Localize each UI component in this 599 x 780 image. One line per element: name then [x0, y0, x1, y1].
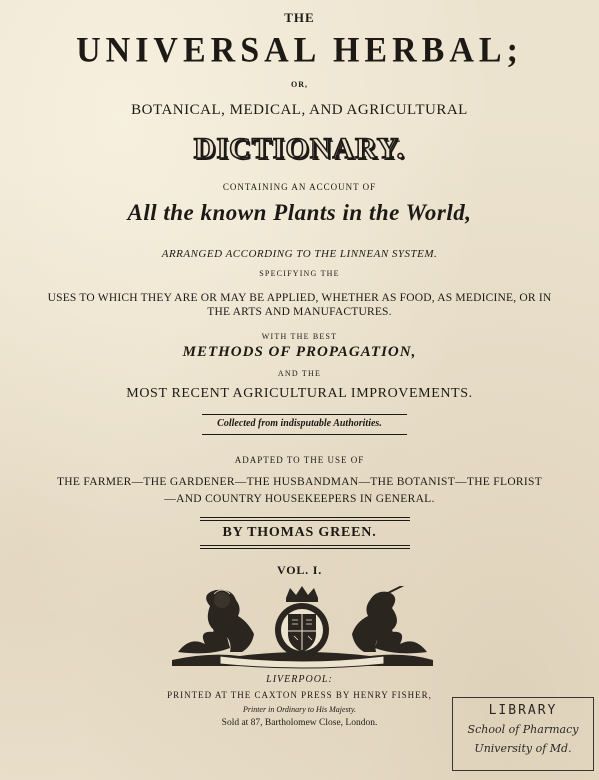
containing-line: CONTAINING AN ACCOUNT OF: [222, 182, 377, 192]
city-line: LIVERPOOL:: [266, 674, 333, 685]
main-title: UNIVERSAL HERBAL;: [76, 31, 523, 70]
recent-improvements-line: MOST RECENT AGRICULTURAL IMPROVEMENTS.: [126, 386, 473, 401]
collected-line: Collected from indisputable Authorities.: [217, 418, 382, 429]
rule-bottom-collected: [202, 434, 407, 435]
and-the-line: AND THE: [277, 369, 322, 378]
uses-line-1: USES TO WHICH THEY ARE OR MAY BE APPLIED, WHETHER AS FOOD, AS MEDICINE, OR IN: [47, 292, 552, 304]
volume-label: VOL. I.: [276, 563, 323, 577]
or-connector: OR,: [291, 80, 308, 89]
stamp-university: University of Md.: [474, 742, 572, 755]
adapted-line: ADAPTED TO THE USE OF: [234, 455, 365, 465]
rule-author-top-2: [200, 520, 410, 521]
methods-heading: METHODS OF PROPAGATION,: [182, 344, 417, 360]
specifying-line: SPECIFYING THE: [259, 269, 340, 278]
rule-author-top-1: [200, 517, 410, 518]
library-stamp: [452, 697, 594, 771]
rule-top-collected: [202, 414, 407, 415]
with-best-line: WITH THE BEST: [261, 332, 338, 341]
royal-coat-of-arms-icon: [170, 586, 435, 670]
audience-line-1: THE FARMER—THE GARDENER—THE HUSBANDMAN—THE BOTANIST—THE FLORIST: [56, 476, 543, 488]
author-line: BY THOMAS GREEN.: [222, 525, 377, 540]
sold-at-line: Sold at 87, Bartholomew Close, London.: [221, 718, 378, 728]
dictionary-heading: DICTIONARY.: [193, 132, 406, 165]
audience-line-2: —AND COUNTRY HOUSEKEEPERS IN GENERAL.: [164, 493, 435, 505]
stamp-library: LIBRARY: [488, 703, 558, 718]
stamp-school: School of Pharmacy: [467, 723, 579, 736]
rule-author-bottom-2: [200, 548, 410, 549]
uses-line-2: THE ARTS AND MANUFACTURES.: [207, 306, 392, 318]
plants-heading: All the known Plants in the World,: [127, 200, 472, 225]
arranged-line: ARRANGED ACCORDING TO THE LINNEAN SYSTEM.: [161, 248, 438, 260]
subtitle: BOTANICAL, MEDICAL, AND AGRICULTURAL: [131, 102, 468, 118]
printer-line: PRINTED AT THE CAXTON PRESS BY HENRY FISHER,: [167, 690, 432, 700]
title-the: THE: [284, 10, 315, 25]
printer-role-line: Printer in Ordinary to His Majesty.: [242, 705, 357, 714]
rule-author-bottom-1: [200, 545, 410, 546]
